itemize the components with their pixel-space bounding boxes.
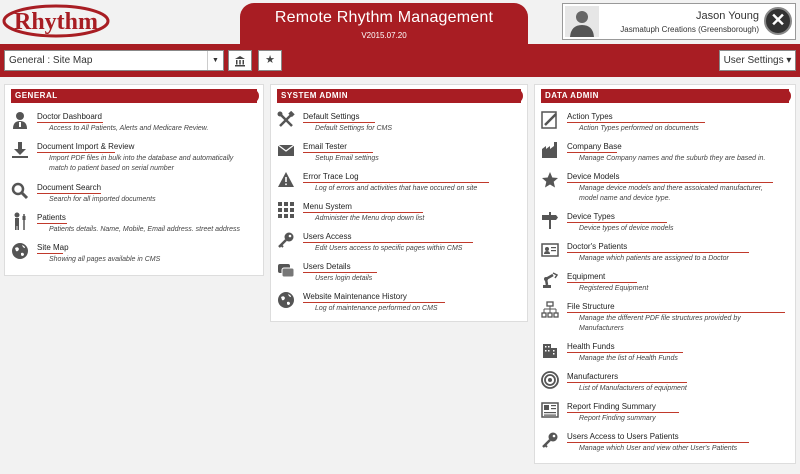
item-name[interactable]: Manufacturers	[567, 372, 619, 381]
data-admin-panel	[534, 84, 796, 464]
item-name[interactable]: Patients	[37, 213, 66, 222]
star-icon: ★	[265, 54, 275, 66]
item-name[interactable]: Report Finding Summary	[567, 402, 656, 411]
item-desc: Manage which User and view other User's Patients	[579, 445, 738, 452]
search-icon	[11, 182, 29, 200]
page-select-value: General : Site Map	[9, 55, 93, 66]
grid-icon	[277, 201, 295, 219]
item-name[interactable]: Health Funds	[567, 342, 615, 351]
item-name[interactable]: Action Types	[567, 112, 613, 121]
item-desc: Manage which patients are assigned to a Doctor	[579, 255, 729, 262]
item-desc-2: Manufacturers	[579, 325, 624, 332]
chevron-down-icon[interactable]: ▼	[207, 51, 223, 70]
panel-title: SYSTEM ADMIN	[277, 89, 521, 103]
tools-icon	[277, 111, 295, 129]
bank-icon	[234, 55, 246, 67]
item-name[interactable]: Doctor's Patients	[567, 242, 628, 251]
favorite-button[interactable]	[258, 50, 282, 71]
item-name[interactable]: Error Trace Log	[303, 172, 359, 181]
item-desc: Manage the different PDF file structures provided by	[579, 315, 741, 322]
avatar	[565, 6, 599, 37]
item-name[interactable]: Menu System	[303, 202, 352, 211]
patient-icon	[11, 212, 29, 230]
item-desc: Access to All Patients, Alerts and Medicare Review.	[49, 125, 209, 132]
user-settings-button[interactable]: User Settings ▾	[719, 50, 796, 71]
general-panel	[4, 84, 264, 276]
item-desc: Device types of device models	[579, 225, 674, 232]
user-panel	[562, 3, 796, 40]
item-desc: Log of errors and activities that have occured on site	[315, 185, 478, 192]
item-name[interactable]: Website Maintenance History	[303, 292, 407, 301]
star-icon	[541, 171, 559, 189]
item-desc: Search for all imported documents	[49, 196, 156, 203]
id-card-icon	[541, 241, 559, 259]
globe-icon	[277, 291, 295, 309]
user-company: Jasmatuph Creations (Greensborough)	[620, 25, 759, 34]
app-title-banner	[240, 3, 528, 44]
item-desc: Showing all pages available in CMS	[49, 256, 161, 263]
key-icon	[277, 231, 295, 249]
item-desc-2: model name and device type.	[579, 195, 671, 202]
item-name[interactable]: Doctor Dashboard	[37, 112, 102, 121]
item-name[interactable]: Device Types	[567, 212, 615, 221]
item-name[interactable]: File Structure	[567, 302, 615, 311]
item-name[interactable]: Users Details	[303, 262, 351, 271]
item-desc: Manage the list of Health Funds	[579, 355, 678, 362]
item-desc: Report Finding summary	[579, 415, 656, 422]
hierarchy-icon	[541, 301, 559, 319]
home-button[interactable]	[228, 50, 252, 71]
report-icon	[541, 401, 559, 419]
item-desc: Setup Email settings	[315, 155, 379, 162]
item-name[interactable]: Default Settings	[303, 112, 360, 121]
toolbar	[0, 44, 800, 77]
edit-icon	[541, 111, 559, 129]
doctor-icon	[11, 111, 29, 129]
item-desc: Manage device models and there assoicated manufacturer,	[579, 185, 763, 192]
item-name[interactable]: Users Access	[303, 232, 352, 241]
panel-title: DATA ADMIN	[541, 89, 789, 103]
close-icon[interactable]: ✕	[764, 7, 792, 35]
app-version: V2015.07.20	[361, 31, 407, 40]
item-desc: Import PDF files in bulk into the database and automatically	[49, 155, 234, 162]
item-desc: Administer the Menu drop down list	[315, 215, 425, 222]
item-desc: Edit Users access to specific pages within CMS	[315, 245, 463, 252]
item-name[interactable]: Email Tester	[303, 142, 347, 151]
signpost-icon	[541, 211, 559, 229]
item-name[interactable]: Document Import & Review	[37, 142, 135, 151]
item-name[interactable]: Site Map	[37, 243, 69, 252]
item-desc: Default Settings for CMS	[315, 125, 393, 132]
email-icon	[277, 141, 295, 159]
item-desc: Users login details	[315, 275, 373, 282]
users-icon	[277, 261, 295, 279]
warning-icon	[277, 171, 295, 189]
item-name[interactable]: Users Access to Users Patients	[567, 432, 679, 441]
download-icon	[11, 141, 29, 159]
page-select[interactable]	[4, 50, 224, 71]
panel-title: GENERAL	[11, 89, 257, 103]
item-desc: Action Types performed on documents	[579, 125, 699, 132]
item-name[interactable]: Equipment	[567, 272, 606, 281]
factory-icon	[541, 141, 559, 159]
key-icon	[541, 431, 559, 449]
item-desc: List of Manufacturers of equipment	[579, 385, 687, 392]
app-title: Remote Rhythm Management	[274, 9, 494, 26]
target-icon	[541, 371, 559, 389]
item-desc: Patients details. Name, Mobile, Email address. street address	[49, 226, 241, 233]
item-desc: Registered Equipment	[579, 285, 649, 292]
item-desc: Manage Company names and the suburb they are based in.	[579, 155, 766, 162]
globe-icon	[11, 242, 29, 260]
system-admin-panel	[270, 84, 528, 322]
user-name: Jason Young	[695, 10, 759, 22]
building-icon	[541, 341, 559, 359]
user-settings-label: User Settings	[723, 55, 784, 66]
robot-arm-icon	[541, 271, 559, 289]
item-desc: Log of maintenance performed on CMS	[315, 305, 438, 312]
rhythm-logo[interactable]	[2, 4, 110, 38]
item-desc-2: match to patient based on serial number	[49, 165, 174, 172]
logo-text: Rhythm	[13, 9, 99, 35]
item-name[interactable]: Device Models	[567, 172, 620, 181]
item-name[interactable]: Document Search	[37, 183, 102, 192]
item-name[interactable]: Company Base	[567, 142, 622, 151]
